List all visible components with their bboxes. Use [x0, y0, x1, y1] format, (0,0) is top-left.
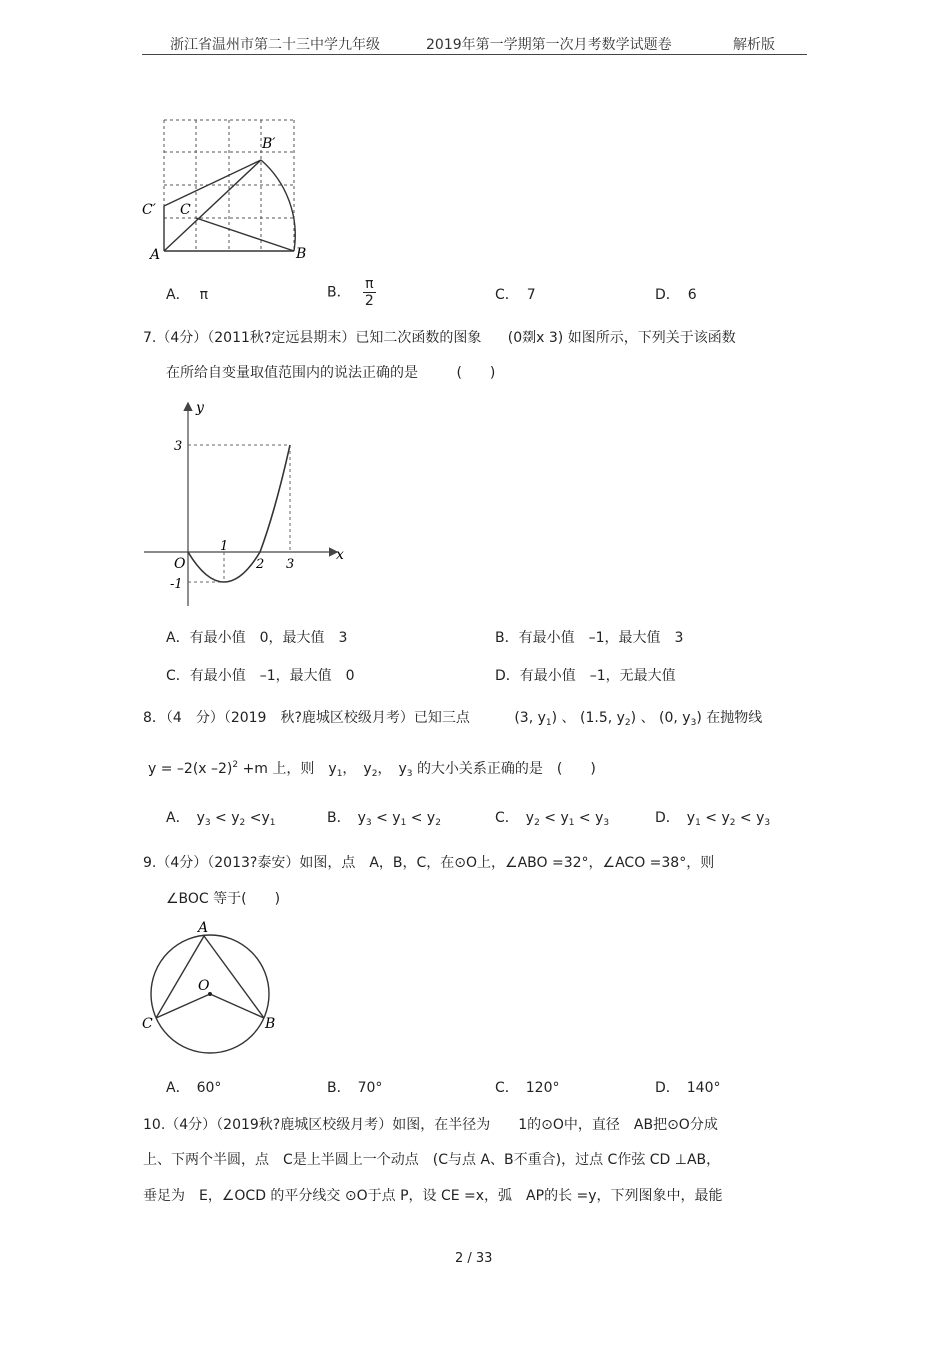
page-number: 2 / 33 — [455, 1251, 493, 1266]
q9-option-b[interactable]: B． 70° — [327, 1080, 383, 1096]
q8-option-c[interactable]: C． $y_2 < y_1 < y_3$ — [495, 810, 610, 828]
q6-option-d[interactable]: D． 6 — [655, 287, 697, 303]
q6-label-b-prime: B′ — [262, 136, 276, 152]
q6-label-c: C — [180, 202, 191, 218]
header-edition: 解析版 — [733, 37, 775, 53]
q7-x-label: x — [336, 547, 344, 563]
q7-option-a[interactable]: A．有最小值 0，最大值 3 — [166, 630, 348, 646]
q7-tick-3y: 3 — [174, 439, 183, 454]
q6-option-b[interactable]: B． $\frac{\pi}{2}$ — [327, 276, 374, 309]
q7-option-d[interactable]: D．有最小值 –1，无最大值 — [495, 668, 676, 684]
q8-stem-line1: 8．（4 分）（2019 秋?鹿城区校级月考）已知三点 (3, $y_1$) 、 (1.5, $y_2$) 、 (0, $y_3$) 在抛物线 — [143, 710, 763, 728]
q9-option-a[interactable]: A． 60° — [166, 1080, 222, 1096]
q9-stem-line2: ∠BOC 等于( ) — [166, 891, 281, 907]
q8-option-a[interactable]: A． $y_3 < y_2 <y_1$ — [166, 810, 276, 828]
q10-stem-line2: 上、下两个半圆，点 C是上半圆上一个动点 (C与点 A、B不重合)，过点 C作弦 CD ⊥AB， — [143, 1152, 721, 1168]
q7-tick-3x: 3 — [286, 557, 295, 572]
q6-option-a[interactable]: A． π — [166, 287, 209, 303]
q10-stem-line3: 垂足为 E，∠OCD 的平分线交 ⊙O于点 P，设 CE =x，弧 AP的长 =y，下列图象中，最能 — [143, 1188, 723, 1204]
q8-point-3: (0, $y_3$) — [659, 710, 702, 728]
q9-option-c[interactable]: C． 120° — [495, 1080, 560, 1096]
q6-option-b-numerator: π — [365, 276, 374, 292]
q7-origin-label: O — [174, 556, 186, 572]
q7-option-b[interactable]: B．有最小值 –1，最大值 3 — [495, 630, 684, 646]
q7-y-label: y — [196, 400, 204, 416]
q8-stem-line2: y = –2(x –2)$^2$ +m 上，则 $y_1$， $y_2$， $y_3$ 的大小关系正确的是 ( ) — [148, 760, 596, 779]
q8-point-1: (3, $y_1$) — [514, 710, 558, 728]
q8-point-2: (1.5, $y_2$) — [580, 710, 637, 728]
q9-label-b: B — [265, 1016, 276, 1032]
header-school: 浙江省温州市第二十三中学九年级 — [170, 37, 380, 53]
q9-label-c: C — [142, 1016, 153, 1032]
q6-label-a: A — [150, 247, 161, 263]
q10-stem-line1: 10.（4分）（2019秋?鹿城区校级月考）如图，在半径为 1的⊙O中，直径 AB把⊙O分成 — [143, 1117, 718, 1133]
q8-option-b[interactable]: B． $y_3 < y_1 < y_2$ — [327, 810, 441, 828]
q9-option-d[interactable]: D． 140° — [655, 1080, 721, 1096]
q7-tick-1: 1 — [220, 539, 229, 554]
q7-stem-line1: 7.（4分）（2011秋?定远县期末）已知二次函数的图象 (0剟x 3) 如图所示，下列关于该函数 — [143, 330, 736, 346]
q6-label-c-prime: C′ — [142, 202, 156, 218]
q6-option-c[interactable]: C． 7 — [495, 287, 536, 303]
q9-label-a: A — [198, 920, 209, 936]
header-rule — [142, 54, 807, 55]
q6-option-b-denominator: 2 — [364, 293, 374, 309]
q9-label-o: O — [198, 978, 210, 994]
q7-tick-2: 2 — [256, 557, 265, 572]
q7-stem-line2: 在所给自变量取值范围内的说法正确的是 ( ) — [166, 365, 496, 381]
q7-option-c[interactable]: C．有最小值 –1，最大值 0 — [166, 668, 355, 684]
q9-circle-figure — [138, 918, 288, 1060]
q6-grid-figure — [138, 112, 318, 264]
q7-parabola-curve — [188, 445, 290, 582]
q9-stem-line1: 9.（4分）（2013?泰安）如图，点 A，B，C，在⊙O上，∠ABO =32°，∠ACO =38°，则 — [143, 855, 715, 871]
header-exam: 2019年第一学期第一次月考数学试题卷 — [426, 37, 672, 53]
q7-tick-neg1: -1 — [170, 577, 183, 592]
q8-option-d[interactable]: D． $y_1 < y_2 < y_3$ — [655, 810, 771, 828]
q7-parabola-graph — [140, 394, 350, 614]
q6-label-b: B — [296, 246, 307, 262]
